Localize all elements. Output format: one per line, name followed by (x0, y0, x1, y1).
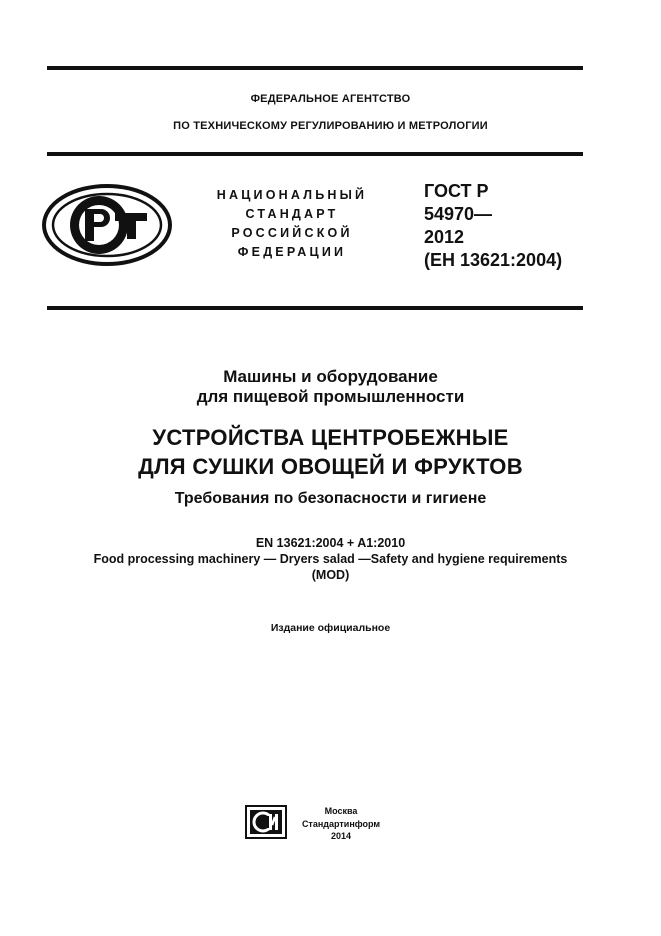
subject-line-2: для пищевой промышленности (196, 387, 465, 406)
header-divider (47, 152, 583, 156)
gost-line-4: (ЕН 13621:2004) (424, 250, 563, 270)
gost-line-2: 54970— (424, 204, 493, 224)
edition-label: Издание официальное (270, 622, 391, 634)
subject-line-1: Машины и оборудование (223, 367, 438, 386)
block-divider (47, 306, 583, 310)
en-reference-line-1: EN 13621:2004 + A1:2010 (255, 536, 406, 550)
requirements-subtitle: Требования по безопасности и гигиене (174, 490, 487, 507)
gost-line-1: ГОСТ Р (424, 181, 489, 201)
publisher-block (296, 805, 386, 843)
publisher-city: Москва (324, 806, 358, 816)
national-standard-label (196, 186, 388, 262)
top-rule (47, 66, 583, 70)
national-line-3: РОССИЙСКОЙ (231, 226, 353, 240)
agency-line-2: ПО ТЕХНИЧЕСКОМУ РЕГУЛИРОВАНИЮ И МЕТРОЛОГИИ (173, 120, 488, 132)
agency-line-1: ФЕДЕРАЛЬНОЕ АГЕНТСТВО (250, 93, 411, 105)
en-reference-line-2: Food processing machinery — Dryers salad —Safety and hygiene requirements (93, 552, 568, 566)
title-line-2: ДЛЯ СУШКИ ОВОЩЕЙ И ФРУКТОВ (138, 454, 523, 479)
title-line-1: УСТРОЙСТВА ЦЕНТРОБЕЖНЫЕ (152, 425, 509, 450)
standartinform-logo-icon (245, 805, 287, 839)
gost-line-3: 2012 (424, 227, 465, 247)
national-line-1: НАЦИОНАЛЬНЫЙ (216, 188, 368, 202)
gost-designation (424, 180, 562, 272)
publisher-name: Стандартинформ (301, 818, 381, 829)
national-line-4: ФЕДЕРАЦИИ (237, 245, 347, 259)
publisher-year: 2014 (330, 831, 352, 841)
rst-logo-icon (41, 183, 173, 267)
national-line-2: СТАНДАРТ (245, 207, 339, 221)
en-reference-line-3: (MOD) (311, 568, 350, 582)
